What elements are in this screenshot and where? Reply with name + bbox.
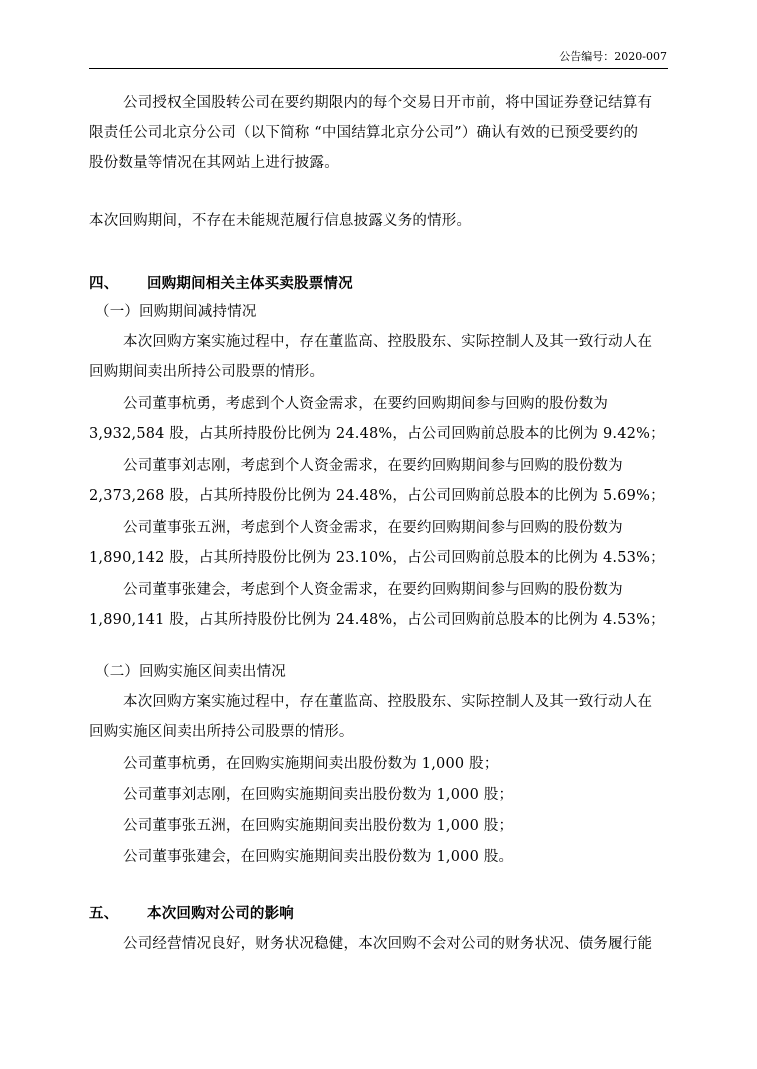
subsection-heading: [89, 662, 668, 682]
director-line: 3,932,584 股，占其所持股份比例为 24.48%，占公司回购前总股本的比例为 9.42%；: [89, 426, 665, 442]
subsection-heading: [89, 302, 668, 322]
director-line: 2,373,268 股，占其所持股份比例为 24.48%，占公司回购前总股本的比例为 5.69%；: [89, 488, 665, 504]
section-title: 本次回购对公司的影响: [147, 905, 294, 922]
sale-item: 公司董事刘志刚，在回购实施期间卖出股份数为 1,000 股；: [123, 787, 514, 803]
director-line: 1,890,141 股，占其所持股份比例为 24.48%，占公司回购前总股本的比例为 4.53%；: [89, 612, 665, 628]
sale-item: 公司董事张建会，在回购实施期间卖出股份数为 1,000 股。: [123, 849, 514, 865]
subsection-number: （二）: [95, 664, 140, 680]
subsection-number: （一）: [95, 304, 140, 320]
subsection-title: 回购期间减持情况: [139, 304, 257, 320]
sale-item: 公司董事张五洲，在回购实施期间卖出股份数为 1,000 股；: [123, 818, 514, 834]
subsection-title: 回购实施区间卖出情况: [139, 664, 286, 680]
paragraph-line: 本次回购方案实施过程中，存在董监高、控股股东、实际控制人及其一致行动人在: [123, 694, 653, 710]
paragraph-line: 股份数量等情况在其网站上进行披露。: [89, 155, 339, 171]
paragraph-line: 公司授权全国股转公司在要约期限内的每个交易日开市前，将中国证券登记结算有: [123, 95, 653, 111]
notice-number: 公告编号：2020-007: [559, 50, 667, 63]
section-heading: [89, 274, 668, 294]
section-title: 回购期间相关主体买卖股票情况: [147, 275, 353, 292]
sale-item: 公司董事杭勇，在回购实施期间卖出股份数为 1,000 股；: [123, 756, 499, 772]
section-heading: [89, 904, 668, 924]
section-number: 五、: [89, 905, 119, 922]
header-divider: [89, 68, 668, 69]
director-line: 公司董事张五洲，考虑到个人资金需求，在要约回购期间参与回购的股份数为: [123, 520, 623, 536]
paragraph-line: 本次回购期间，不存在未能规范履行信息披露义务的情形。: [89, 213, 472, 229]
paragraph-line: 回购实施区间卖出所持公司股票的情形。: [89, 724, 354, 740]
paragraph-line: 公司经营情况良好，财务状况稳健，本次回购不会对公司的财务状况、债务履行能: [123, 936, 653, 952]
director-line: 公司董事张建会，考虑到个人资金需求，在要约回购期间参与回购的股份数为: [123, 582, 623, 598]
paragraph-line: 限责任公司北京分公司（以下简称 “中国结算北京分公司”）确认有效的已预受要约的: [89, 125, 639, 141]
section-number: 四、: [89, 275, 119, 292]
paragraph-line: 回购期间卖出所持公司股票的情形。: [89, 364, 325, 380]
director-line: 1,890,142 股，占其所持股份比例为 23.10%，占公司回购前总股本的比例为 4.53%；: [89, 550, 665, 566]
paragraph-line: 本次回购方案实施过程中，存在董监高、控股股东、实际控制人及其一致行动人在: [123, 334, 653, 350]
director-line: 公司董事刘志刚，考虑到个人资金需求，在要约回购期间参与回购的股份数为: [123, 458, 623, 474]
director-line: 公司董事杭勇，考虑到个人资金需求，在要约回购期间参与回购的股份数为: [123, 396, 609, 412]
